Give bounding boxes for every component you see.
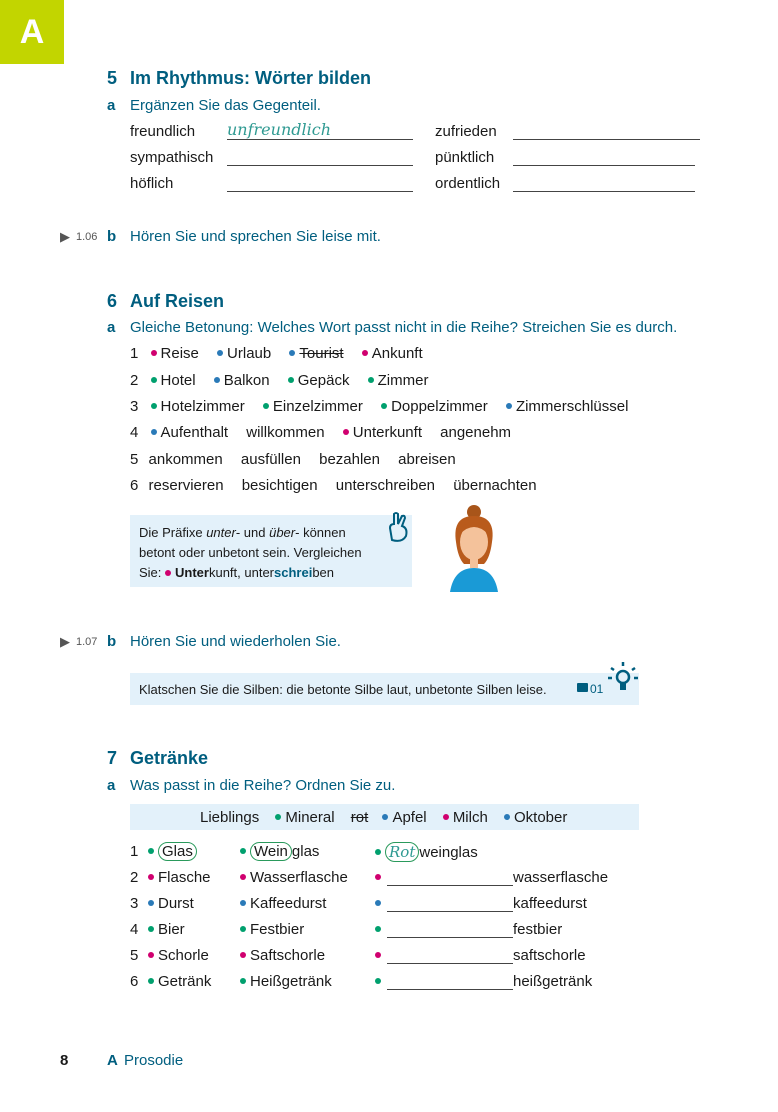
- ex5-a-instruction: Ergänzen Sie das Gegenteil.: [130, 97, 321, 114]
- teacher-avatar: [440, 498, 504, 592]
- row-number: 3: [130, 398, 139, 415]
- ex5-left-word: höflich: [130, 175, 174, 192]
- bank-word[interactable]: Lieblings: [200, 809, 260, 826]
- ex7-col1: Getränk: [148, 973, 211, 990]
- ex5-b-instruction: Hören Sie und sprechen Sie leise mit.: [130, 228, 381, 245]
- stress-dot: [443, 814, 449, 820]
- bank-word[interactable]: Milch: [452, 809, 488, 826]
- ex7-col1: Bier: [148, 921, 185, 938]
- ex6-b-instruction: Hören Sie und wiederholen Sie.: [130, 633, 341, 650]
- stress-dot: [382, 814, 388, 820]
- stress-dot: [506, 403, 512, 409]
- word[interactable]: besichtigen: [241, 477, 318, 494]
- footer-title: Prosodie: [124, 1052, 184, 1069]
- ex7-col3: [375, 869, 385, 886]
- row-number: 5: [130, 947, 139, 964]
- ex7-col1: Glas: [148, 843, 197, 860]
- stress-dot: [368, 377, 374, 383]
- bank-word[interactable]: Apfel: [392, 809, 427, 826]
- stress-dot: [151, 429, 157, 435]
- row-number: 2: [130, 372, 139, 389]
- word[interactable]: Hotelzimmer: [160, 398, 245, 415]
- ex5-answer: unfreundlich: [227, 120, 331, 139]
- stress-dot: [362, 350, 368, 356]
- ex7-suffix: wasserflasche: [513, 869, 609, 886]
- bank-word-struck[interactable]: rot: [350, 809, 369, 826]
- row-number: 4: [130, 424, 139, 441]
- ex7-col2: Heißgetränk: [240, 973, 332, 990]
- word[interactable]: ankommen: [148, 451, 223, 468]
- answer-line[interactable]: [513, 191, 695, 192]
- tip-text: Die Präfixe unter- und über- können betont oder unbetont sein. Vergleichen Sie: Unterkunft, unterschreiben: [139, 525, 362, 580]
- ex7-a-instruction: Was passt in die Reihe? Ordnen Sie zu.: [130, 777, 396, 794]
- ex7-col2: Wein glas: [240, 843, 319, 860]
- word[interactable]: willkommen: [246, 424, 325, 441]
- ex7-col3: [375, 921, 385, 938]
- ex7-col1: Durst: [148, 895, 194, 912]
- word[interactable]: Doppelzimmer: [391, 398, 488, 415]
- ex7-number: 7: [107, 748, 118, 768]
- stress-dot: [151, 377, 157, 383]
- ex5-a-label: a: [107, 97, 116, 114]
- ex7-col2: Saftschorle: [240, 947, 325, 964]
- ex6-number: 6: [107, 291, 118, 311]
- row-number: 1: [130, 843, 139, 860]
- ex6-a-instruction: Gleiche Betonung: Welches Wort passt nicht in die Reihe? Streichen Sie es durch.: [130, 319, 678, 336]
- ex7-col3: Rot weinglas: [375, 843, 478, 861]
- stress-dot: [151, 403, 157, 409]
- word[interactable]: Balkon: [223, 372, 270, 389]
- word-struck[interactable]: Tourist: [299, 345, 344, 362]
- word: Urlaub: [227, 345, 272, 362]
- stress-dot: [275, 814, 281, 820]
- video-ref[interactable]: 01: [590, 682, 604, 696]
- ex7-title: Getränke: [130, 748, 209, 768]
- ex5-number: 5: [107, 68, 118, 88]
- word: Reise: [160, 345, 199, 362]
- answer-line[interactable]: [387, 911, 513, 912]
- lightbulb-icon: [606, 660, 640, 696]
- ex5-left-word: sympathisch: [130, 149, 214, 166]
- answer-line[interactable]: [387, 989, 513, 990]
- ex7-col1: Schorle: [148, 947, 209, 964]
- word[interactable]: übernachten: [453, 477, 537, 494]
- row-number: 2: [130, 869, 139, 886]
- row-number: 4: [130, 921, 139, 938]
- audio-track: 1.06: [76, 231, 98, 243]
- audio-track: 1.07: [76, 636, 98, 648]
- row-number: 5: [130, 451, 139, 468]
- word: Ankunft: [371, 345, 423, 362]
- stress-dot: [217, 350, 223, 356]
- ex6-row: [130, 477, 551, 494]
- ex6-a-label: a: [107, 319, 116, 336]
- row-number: 3: [130, 895, 139, 912]
- answer-line[interactable]: [513, 139, 700, 140]
- answer-line[interactable]: [227, 139, 413, 140]
- play-icon[interactable]: ▶: [60, 634, 70, 649]
- stress-dot: [289, 350, 295, 356]
- word[interactable]: unterschreiben: [335, 477, 436, 494]
- ex6-title: Auf Reisen: [130, 291, 225, 311]
- stress-dot: [151, 350, 157, 356]
- ex7-col2: Kaffeedurst: [240, 895, 326, 912]
- stress-dot: [263, 403, 269, 409]
- word[interactable]: Hotel: [160, 372, 196, 389]
- word[interactable]: Zimmerschlüssel: [515, 398, 629, 415]
- stress-dot: [504, 814, 510, 820]
- word[interactable]: abreisen: [398, 451, 456, 468]
- row-number: 6: [130, 973, 139, 990]
- play-icon[interactable]: ▶: [60, 229, 70, 244]
- bank-word[interactable]: Oktober: [514, 809, 568, 826]
- ex7-col3: [375, 973, 385, 990]
- chapter-tab: A: [0, 0, 64, 64]
- word[interactable]: Einzelzimmer: [272, 398, 363, 415]
- ex7-col3: [375, 947, 385, 964]
- ex7-col1: Flasche: [148, 869, 211, 886]
- ex5-right-word: ordentlich: [435, 175, 501, 192]
- ex7-col2: Wasserflasche: [240, 869, 348, 886]
- ex7-suffix: kaffeedurst: [513, 895, 587, 912]
- hint-text: Klatschen Sie die Silben: die betonte Silbe laut, unbetonte Silben leise.: [139, 682, 547, 697]
- ex6-row: [130, 372, 442, 389]
- ex5-right-word: zufrieden: [435, 123, 497, 140]
- word[interactable]: Unterkunft: [352, 424, 422, 441]
- answer-line[interactable]: [387, 885, 513, 886]
- stress-dot: [343, 429, 349, 435]
- word[interactable]: reservieren: [148, 477, 224, 494]
- hand-icon: [384, 510, 414, 546]
- ex6-row: [130, 451, 470, 468]
- answer-line[interactable]: [513, 165, 695, 166]
- ex5-title: Im Rhythmus: Wörter bilden: [130, 68, 372, 88]
- ex5-left-word: freundlich: [130, 123, 196, 140]
- stress-dot: [288, 377, 294, 383]
- ex7-col2: Festbier: [240, 921, 304, 938]
- video-icon[interactable]: [577, 683, 588, 692]
- row-number: 1: [130, 345, 139, 362]
- ex6-row: [130, 424, 525, 441]
- ex5-b-label: b: [107, 228, 117, 245]
- answer-line[interactable]: [387, 937, 513, 938]
- ex7-col3: [375, 895, 385, 912]
- ex7-suffix: saftschorle: [513, 947, 586, 964]
- stress-dot: [381, 403, 387, 409]
- answer-line[interactable]: [227, 165, 413, 166]
- stress-dot: [214, 377, 220, 383]
- page-number: 8: [60, 1052, 69, 1069]
- word[interactable]: angenehm: [440, 424, 512, 441]
- footer-chapter: A: [107, 1052, 118, 1069]
- ex7-suffix: festbier: [513, 921, 563, 938]
- word-bank-items: [200, 809, 567, 826]
- word[interactable]: Aufenthalt: [160, 424, 229, 441]
- word[interactable]: bezahlen: [319, 451, 380, 468]
- ex7-suffix: heißgetränk: [513, 973, 593, 990]
- answer-line[interactable]: [227, 191, 413, 192]
- word[interactable]: Gepäck: [297, 372, 350, 389]
- word[interactable]: Zimmer: [377, 372, 429, 389]
- ex5-right-word: pünktlich: [435, 149, 495, 166]
- bank-word[interactable]: Mineral: [285, 809, 335, 826]
- word[interactable]: ausfüllen: [240, 451, 301, 468]
- ex6-row: [130, 345, 437, 362]
- ex6-row: [130, 398, 642, 415]
- row-number: 6: [130, 477, 139, 494]
- answer-line[interactable]: [387, 963, 513, 964]
- ex7-a-label: a: [107, 777, 116, 794]
- ex6-b-label: b: [107, 633, 117, 650]
